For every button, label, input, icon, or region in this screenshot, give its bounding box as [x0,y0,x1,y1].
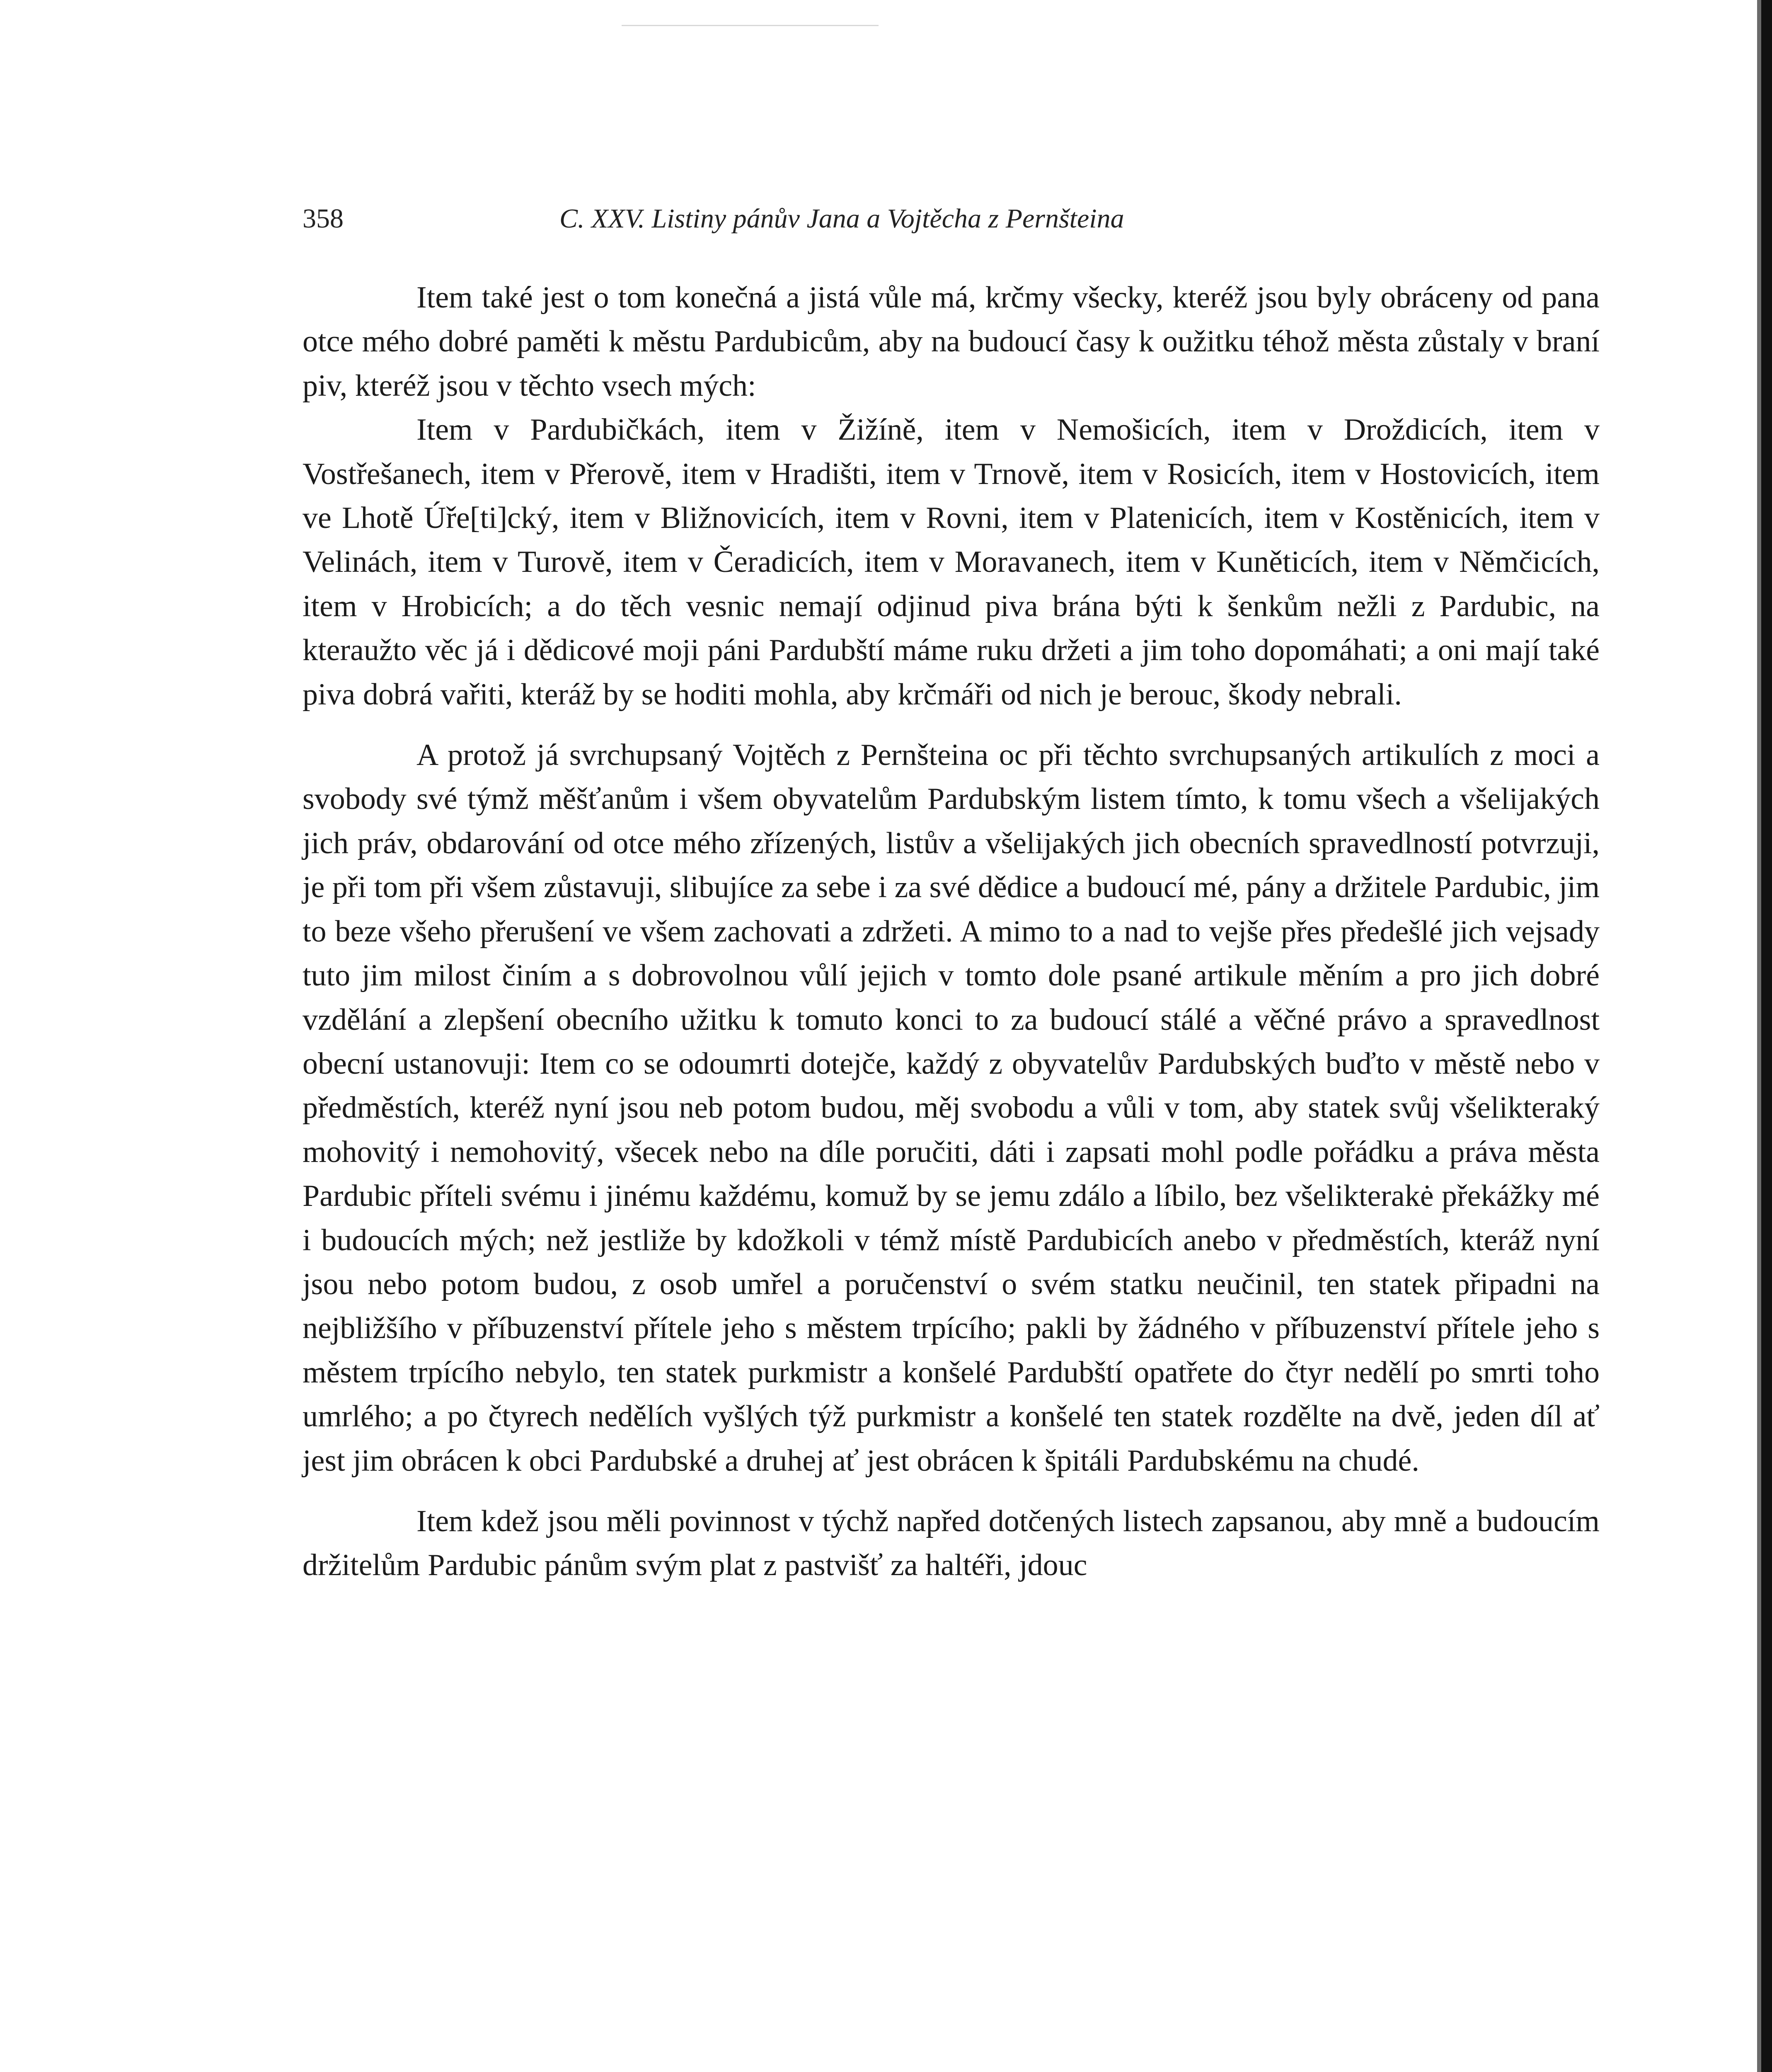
paragraph: Item v Pardubičkách, item v Žižíně, item v Nemošicích, item v Droždicích, item v Vostřešanech, item v Přerově, item v Hradišti, item v Trnově, item v Rosicích, item v Hostovicích, item ve Lhotě Úře[ti]cký, item v Bližnovicích, item v Rovni, item v Platenicích, item v Kostěnicích, item v Velinách, item v Turově, item v Čeradicích, item v Moravanech, item v Kuněticích, item v Němčicích, item v Hrobicích; a do těch vesnic nemají odjinud piva brána býti k šenkům nežli z Pardubic, na kteraužto věc já i dědicové moji páni Pardubští máme ruku držeti a jim toho dopomáhati; a oni mají také piva dobrá vařiti, kteráž by se hoditi mohla, aby krčmáři od nich je berouc, škody nebrali. [303,413,1600,712]
page-header [303,195,1600,244]
scan-edge-border [1761,0,1772,2072]
page-number: 358 [303,203,344,234]
scan-edge-shadow [1757,0,1761,2072]
body-text [303,276,1600,1588]
scan-artifact [622,0,879,26]
paragraph: A protož já svrchupsaný Vojtěch z Pernšteina oc při těchto svrchupsaných artikulích z moci a svobody své týmž měšťanům i všem obyvatelům Pardubským listem tímto, k tomu všech a všelijakých jich práv, obdarování od otce mého zřízených, listův a všelijakých jich obecních spravedlností potvrzuji, je při tom při všem zůstavuji, slibujíce za sebe i za své dědice a budoucí mé, pány a držitele Pardubic, jim to beze všeho přerušení ve všem zachovati a zdržeti. A mimo to a nad to vejše přes předešlé jich vejsady tuto jim milost činím a s dobrovolnou vůlí jejich v tomto dole psané artikule měním a pro jich dobré vzdělání a zlepšení obecního užitku k tomuto konci to za budoucí stálé a věčné právo a spravedlnost obecní ustanovuji: Item co se odoumrti dotejče, každý z obyvatelův Pardubských buďto v městě nebo v předměstích, kteréž nyní jsou neb potom budou, měj svobodu a vůli v tom, aby statek svůj všelikteraký mohovitý i nemohovitý, všecek nebo na díle poručiti, dáti i zapsati mohl podle pořádku a práva města Pardubic příteli svému i jinému každému, komuž by se jemu zdálo a líbilo, bez všelikterakė překážky mé i budoucích mých; než jestliže by kdožkoli v témž místě Pardubicích anebo v předměstích, kteráž nyní jsou nebo potom budou, z osob umřel a poručenství o svém statku neučinil, ten statek připadni na nejbližšího v příbuzenství přítele jeho s městem trpícího; pakli by žádného v příbuzenství přítele jeho s městem trpícího nebylo, ten statek purkmistr a konšelé Pardubští opatřete do čtyr nedělí po smrti toho umrlého; a po čtyrech nedělích vyšlých týž purkmistr a konšelé ten statek rozdělte na dvě, jeden díl ať jest jim obrácen k obci Pardubské a druhej ať jest obrácen k špitáli Pardubskému na chudé. [303,738,1600,1478]
paragraph: Item kdež jsou měli povinnost v týchž napřed dotčených listech zapsanou, aby mně a budoucím držitelům Pardubic pánům svým plat z pastvišť za haltéři, jdouc [303,1504,1600,1583]
running-title: C. XXV. Listiny pánův Jana a Vojtěcha z Pernšteina [559,203,1124,234]
paragraph: Item také jest o tom konečná a jistá vůle má, krčmy všecky, kteréž jsou byly obráceny od pana otce mého dobré paměti k městu Pardubicům, aby na budoucí časy k oužitku téhož města zůstaly v braní piv, kteréž jsou v těchto vsech mých: [303,281,1600,403]
